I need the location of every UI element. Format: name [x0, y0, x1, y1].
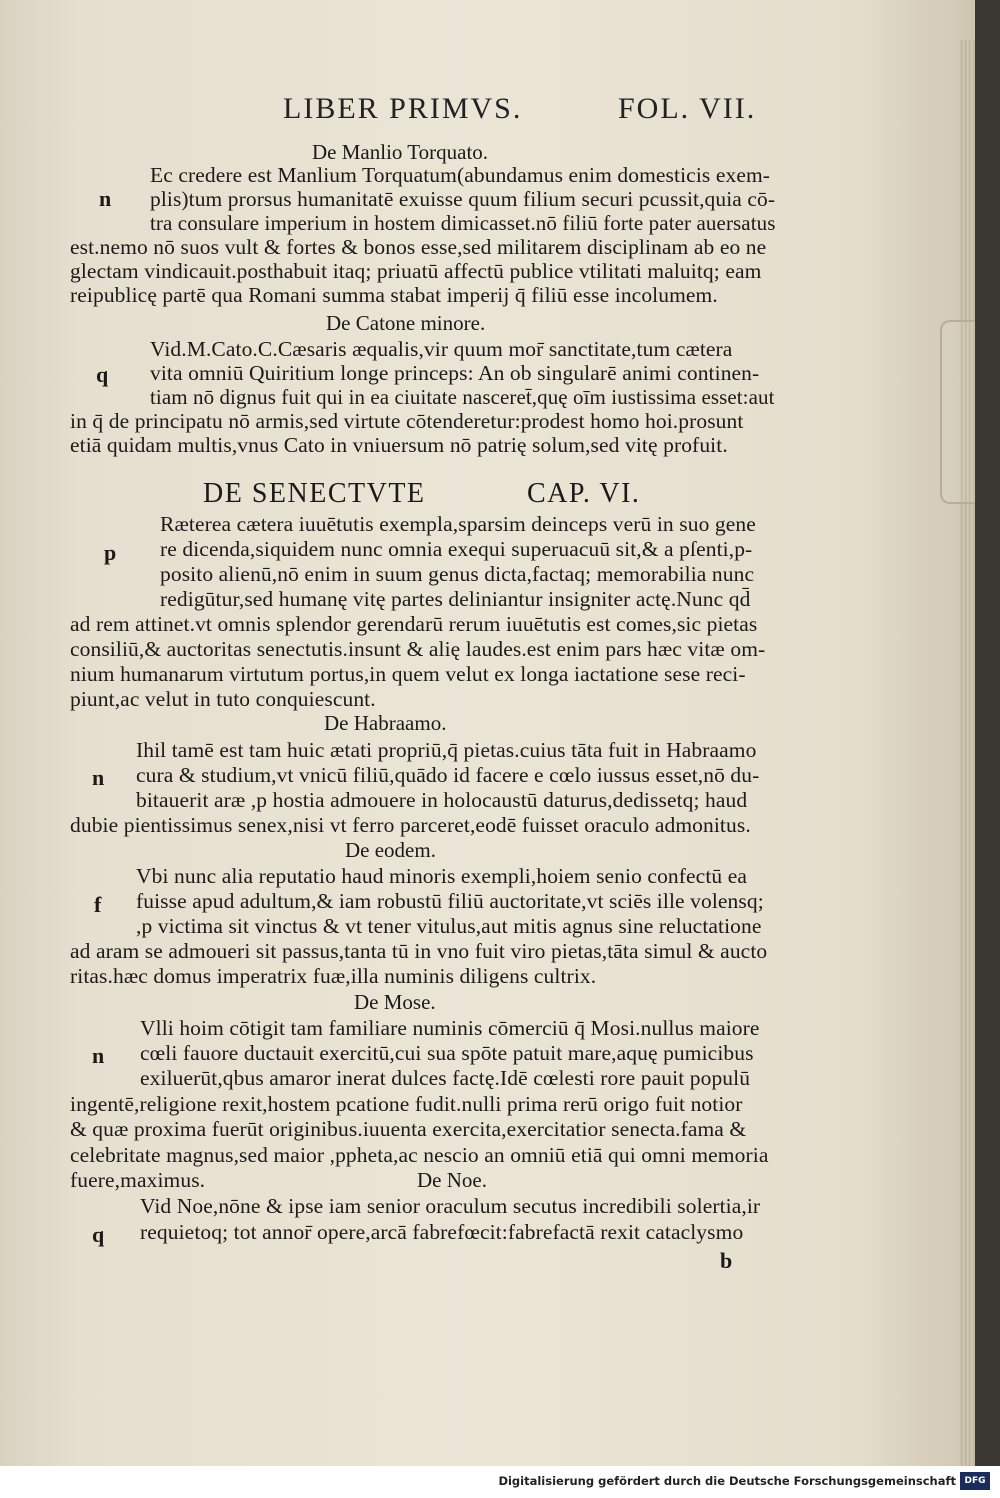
guide-letter: n — [99, 186, 112, 211]
text-line: redigūtur,sed humanę vitę partes deliniantur insigniter actę.Nunc qd̄ — [160, 587, 751, 611]
guide-letter: p — [104, 540, 117, 565]
text-line: & quæ proxima fuerūt originibus.iuuenta exercita,exercitatior senecta.fama & — [70, 1117, 747, 1141]
text-line: nium humanarum virtutum portus,in quem velut ex longa iactatione sese reci- — [70, 662, 746, 686]
text-line: fuere,maximus. — [70, 1168, 206, 1192]
text-line: bitauerit aræ ,p hostia admouere in holocaustū daturus,dedissetq; haud — [136, 788, 748, 812]
text-line: plis)tum prorsus humanitatē exuisse quum filium securi pcussit,quia cō- — [150, 187, 776, 211]
text-line: vita omniū Quiritium longe princeps: An ob singularē animi continen- — [150, 361, 760, 385]
text-line: Vlli hoim cōtigit tam familiare numinis cōmerciū q̄ Mosi.nullus maiore — [140, 1016, 760, 1040]
text-line: glectam vindicauit.posthabuit itaq; priuatū affectū publice vtilitati maluitq; eam — [70, 259, 762, 283]
text-line: est.nemo nō suos vult & fortes & bonos esse,sed militarem disciplinam ab eo ne — [70, 235, 767, 259]
section-heading-eodem: De eodem. — [345, 838, 436, 862]
text-line: ad rem attinet.vt omnis splendor gerendarū rerum iuuētutis est comes,sic pietas — [70, 612, 758, 636]
guide-letter: q — [92, 1222, 105, 1247]
text-line: ad aram se admoueri sit passus,tanta tū in vno fuit viro pietas,tāta simul & aucto — [70, 939, 768, 963]
text-line: ingentē,religione rexit,hostem pcatione fudit.nulli prima rerū origo fuit notior — [70, 1092, 743, 1116]
footer-bar — [0, 1466, 1000, 1498]
dfg-logo-icon: DFG — [960, 1472, 990, 1490]
text-line: piunt,ac velut in tuto conquiescunt. — [70, 687, 376, 711]
signature-mark: b — [720, 1248, 733, 1273]
text-line: Vbi nunc alia reputatio haud minoris exempli,hoiem senio confectū ea — [136, 864, 748, 888]
text-line: Vid.M.Cato.C.Cæsaris æqualis,vir quum mor̄ sanctitate,tum cætera — [150, 337, 733, 361]
text-line: exiluerūt,qbus amaror inerat dulces factę.Idē cœlesti rore pauit populū — [140, 1066, 751, 1090]
text-line: Ec credere est Manlium Torquatum(abundamus enim domesticis exem- — [150, 163, 771, 187]
text-line: Ihil tamē est tam huic ætati propriū,q̄ pietas.cuius tāta fuit in Habraamo — [136, 738, 757, 762]
section-heading-habraamo: De Habraamo. — [324, 711, 447, 735]
text-line: posito alienū,nō enim in suum genus dicta,factaq; memorabilia nunc — [160, 562, 755, 586]
chapter-heading — [0, 478, 975, 514]
text-line: ,p victima sit vinctus & vt tener vitulus,aut mitis agnus sine reluctatione — [136, 914, 762, 938]
text-line: etiā quidam multis,vnus Cato in vniuersum nō patrię solum,sed vitę profuit. — [70, 433, 728, 457]
text-line: ritas.hæc domus imperatrix fuæ,illa numinis diligens cultrix. — [70, 964, 597, 988]
text-line: reipublicę partē qua Romani summa stabat imperij q̄ filiū esse incolumem. — [70, 283, 718, 307]
section-heading-mose: De Mose. — [354, 990, 436, 1014]
guide-letter: n — [92, 765, 105, 790]
text-line: dubie pientissimus senex,nisi vt ferro parceret,eodē fuisset oraculo admonitus. — [70, 813, 751, 837]
folio-number: FOL. VII. — [618, 92, 757, 125]
text-line: cœli fauore ductauit exercitū,cui sua spōte patuit mare,aquę pumicibus — [140, 1041, 754, 1065]
funding-credit: Digitalisierung gefördert durch die Deutsche Forschungsgemeinschaft — [498, 1474, 956, 1488]
text-line: cura & studium,vt vnicū filiū,quādo id facere e cœlo iussus esset,nō du- — [136, 763, 760, 787]
guide-letter: f — [94, 892, 102, 917]
text-line: tra consulare imperium in hostem dimicasset.nō filiū forte pater auersatus — [150, 211, 776, 235]
bookmark-tab — [940, 320, 975, 504]
section-heading-catone: De Catone minore. — [326, 311, 486, 335]
text-line: celebritate magnus,sed maior ,ppheta,ac nescio an omniū etiā qui omni memoria — [70, 1143, 769, 1167]
text-line: re dicenda,siquidem nunc omnia exequi superuacuū sit,& a pſenti,p- — [160, 537, 753, 561]
text-line: requietoq; tot annor̄ opere,arcā fabrefœcit:fabrefactā rexit cataclysmo — [140, 1220, 744, 1244]
chapter-title: DE SENECTVTE — [203, 478, 426, 509]
text-line: in q̄ de principatu nō armis,sed virtute cōtenderetur:prodest homo hoi.prosunt — [70, 409, 744, 433]
section-heading-manlio: De Manlio Torquato. — [312, 140, 489, 164]
text-line: consiliū,& auctoritas senectutis.insunt & alię laudes.est enim pars hæc vitæ om- — [70, 637, 766, 661]
text-line: Ræterea cætera iuuētutis exempla,sparsim deinceps verū in suo gene — [160, 512, 756, 536]
text-line: tiam nō dignus fuit qui in ea ciuitate nasceret̄,quę oīm iustissima esset:aut — [150, 385, 775, 409]
guide-letter: q — [96, 362, 109, 387]
guide-letter: n — [92, 1043, 105, 1068]
running-head-title: LIBER PRIMVS. — [283, 92, 523, 125]
chapter-number: CAP. VI. — [527, 478, 641, 509]
section-heading-noe: De Noe. — [417, 1168, 487, 1192]
text-line: fuisse apud adultum,& iam robustū filiū auctoritate,vt sciēs ille volensq; — [136, 889, 764, 913]
page-edge — [960, 40, 975, 1466]
running-head — [0, 92, 975, 132]
text-line: Vid Noe,nōne & ipse iam senior oraculum secutus incredibili solertia,ir — [140, 1194, 761, 1218]
